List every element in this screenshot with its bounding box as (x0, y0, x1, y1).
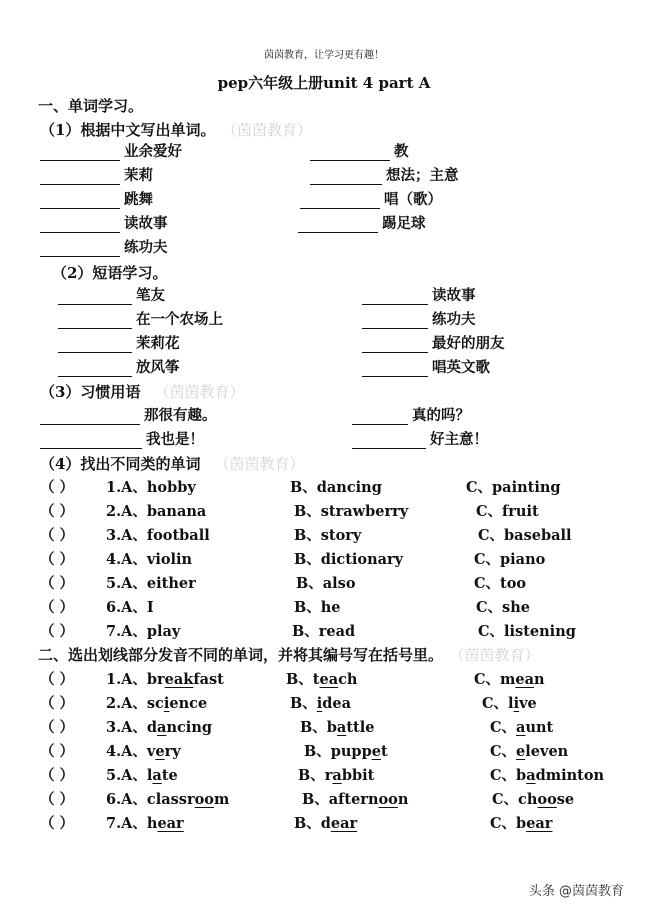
item-number: 2.A、 (106, 695, 147, 712)
answer-blank[interactable] (352, 408, 408, 425)
word-part: ve (519, 695, 537, 712)
item-number: 3.A、 (106, 719, 147, 736)
option-c: C、piano (474, 551, 546, 568)
answer-parens[interactable]: （ ） (40, 503, 75, 520)
option-a (106, 764, 178, 785)
item-number: 7.A、 (106, 815, 147, 832)
part1-item-left (40, 236, 168, 257)
prompt-text: 好主意！ (430, 431, 488, 448)
option-a (106, 740, 181, 761)
option-a: 3.A、football (106, 527, 210, 544)
option-c (490, 812, 552, 833)
part1-item-left (40, 164, 153, 185)
option-b (294, 812, 357, 833)
part3-item-left (40, 428, 204, 449)
part4-heading: （4）找出不同类的单词 （茵茵教育） (40, 455, 305, 473)
answer-blank[interactable] (58, 288, 132, 305)
word-part: B、b (300, 719, 337, 736)
answer-parens[interactable]: （ ） (40, 815, 75, 832)
option-a (106, 788, 229, 809)
option-c: C、baseball (478, 527, 572, 544)
word-part: v (146, 743, 156, 760)
word-part: fast (193, 671, 224, 688)
option-c: C、too (474, 575, 527, 592)
option-c (490, 740, 568, 761)
part1-item-right (300, 188, 442, 209)
prompt-text: 那很有趣。 (144, 407, 217, 424)
answer-parens[interactable]: （ ） (40, 743, 75, 760)
option-a (106, 716, 212, 737)
option-c (490, 764, 604, 785)
prompt-text: 唱英文歌 (432, 359, 490, 376)
word-part: C、l (482, 695, 514, 712)
underlined-letters: i (163, 695, 170, 712)
option-c: C、she (476, 599, 530, 616)
underlined-letters: oo (537, 791, 557, 808)
prompt-text: 想法；主意 (386, 167, 459, 184)
option-b: B、dictionary (294, 551, 404, 568)
word-part: C、m (474, 671, 516, 688)
word-part: bbit (341, 767, 375, 784)
prompt-text: 跳舞 (124, 191, 153, 208)
answer-parens[interactable]: （ ） (40, 719, 75, 736)
option-c: C、painting (466, 479, 561, 496)
underlined-letters: ear (526, 815, 553, 832)
item-number: 6.A、 (106, 791, 147, 808)
word-part: br (146, 671, 165, 688)
word-part: te (161, 767, 178, 784)
prompt-text: 读故事 (432, 287, 476, 304)
part3-item-right (352, 404, 470, 425)
word-part: ttle (346, 719, 375, 736)
part1-item-left (40, 188, 153, 209)
prompt-text: 练功夫 (124, 239, 168, 256)
page-title: pep六年级上册unit 4 part A (217, 74, 431, 92)
word-part: se (556, 791, 575, 808)
option-b (290, 692, 351, 713)
option-c: C、fruit (476, 503, 539, 520)
word-part: n (397, 791, 409, 808)
prompt-text: 茉莉 (124, 167, 153, 184)
answer-blank[interactable] (58, 336, 132, 353)
word-part: l (146, 767, 153, 784)
answer-blank[interactable] (310, 168, 382, 185)
answer-blank[interactable] (362, 336, 428, 353)
option-b: B、also (296, 575, 356, 592)
underlined-letters: a (336, 719, 347, 736)
option-a (106, 812, 184, 833)
underlined-letters: a (152, 767, 162, 784)
underlined-letters: a (157, 719, 167, 736)
answer-blank[interactable] (298, 216, 378, 233)
part3-item-right (352, 428, 488, 449)
part2-item-right (362, 332, 505, 353)
option-c: C、listening (478, 623, 576, 640)
part1-item-right (310, 164, 459, 185)
answer-parens[interactable]: （ ） (40, 791, 75, 808)
prompt-text: 唱（歌） (384, 191, 442, 208)
underlined-letters: a (526, 767, 536, 784)
prompt-text: 放风筝 (136, 359, 180, 376)
section2-heading: 二、选出划线部分发音不同的单词，并将其编号写在括号里。 （茵茵教育） (38, 646, 540, 664)
underlined-letters: ear (157, 815, 184, 832)
option-b (286, 668, 357, 689)
option-a: 1.A、hobby (106, 479, 196, 496)
word-part: leven (525, 743, 569, 760)
answer-blank[interactable] (58, 360, 132, 377)
underlined-letters: oo (194, 791, 214, 808)
word-part: m (213, 791, 230, 808)
word-part: d (146, 719, 158, 736)
prompt-text: 踢足球 (382, 215, 426, 232)
item-number: 5.A、 (106, 767, 147, 784)
answer-parens[interactable]: （ ） (40, 551, 75, 568)
underlined-letters: a (332, 767, 342, 784)
option-a (106, 668, 224, 689)
answer-blank[interactable] (300, 192, 380, 209)
underlined-letters: ea (515, 671, 535, 688)
option-c (490, 716, 553, 737)
answer-parens[interactable]: （ ） (40, 575, 75, 592)
watermark: （茵茵教育） (229, 121, 312, 139)
item-number: 1.A、 (106, 671, 147, 688)
option-b: B、read (292, 623, 356, 640)
answer-blank[interactable] (40, 432, 142, 449)
option-b: B、he (294, 599, 341, 616)
answer-parens[interactable]: （ ） (40, 479, 75, 496)
word-part: sc (146, 695, 164, 712)
underlined-letters: oo (378, 791, 398, 808)
word-part: ence (169, 695, 208, 712)
part3-item-left (40, 404, 217, 425)
underlined-letters: e (155, 743, 165, 760)
answer-parens[interactable]: （ ） (40, 671, 75, 688)
word-part: h (146, 815, 158, 832)
part2-item-left (58, 332, 180, 353)
underlined-letters: a (516, 719, 526, 736)
answer-blank[interactable] (362, 288, 428, 305)
answer-blank[interactable] (362, 360, 428, 377)
part1-item-right (298, 212, 426, 233)
prompt-text: 业余爱好 (124, 143, 182, 160)
part2-item-right (362, 308, 476, 329)
word-part: C、b (490, 815, 527, 832)
option-a: 2.A、banana (106, 503, 207, 520)
option-b (298, 764, 374, 785)
answer-blank[interactable] (40, 144, 120, 161)
word-part: ry (164, 743, 181, 760)
answer-blank[interactable] (40, 168, 120, 185)
underlined-letters: e (371, 743, 381, 760)
option-a: 5.A、either (106, 575, 196, 592)
prompt-text: 真的吗？ (412, 407, 470, 424)
answer-parens[interactable]: （ ） (40, 695, 75, 712)
word-part: C、ch (492, 791, 538, 808)
word-part: classr (146, 791, 195, 808)
option-b (302, 788, 408, 809)
prompt-text: 练功夫 (432, 311, 476, 328)
prompt-text: 最好的朋友 (432, 335, 505, 352)
word-part: C、 (490, 743, 517, 760)
word-part: t (380, 743, 388, 760)
prompt-text: 在一个农场上 (136, 311, 223, 328)
watermark: （茵茵教育） (154, 383, 245, 401)
answer-parens[interactable]: （ ） (40, 527, 75, 544)
part2-item-right (362, 356, 490, 377)
part1-item-left (40, 212, 168, 233)
word-part: unt (525, 719, 554, 736)
watermark: （茵茵教育） (214, 455, 305, 473)
underlined-letters: ea (319, 671, 339, 688)
part2-item-left (58, 308, 223, 329)
option-c (482, 692, 537, 713)
underlined-letters: e (516, 743, 526, 760)
item-number: 4.A、 (106, 743, 147, 760)
option-a: 4.A、violin (106, 551, 193, 568)
answer-blank[interactable] (40, 216, 120, 233)
underlined-letters: i (316, 695, 323, 712)
part2-item-left (58, 284, 165, 305)
word-part: dea (322, 695, 352, 712)
section1-heading: 一、单词学习。 (38, 97, 144, 115)
word-part: B、d (294, 815, 331, 832)
answer-parens[interactable]: （ ） (40, 623, 75, 640)
word-part: B、 (290, 695, 317, 712)
prompt-text: 笔友 (136, 287, 165, 304)
word-part: B、t (286, 671, 320, 688)
watermark: （茵茵教育） (457, 646, 540, 664)
answer-blank[interactable] (310, 144, 390, 161)
answer-parens[interactable]: （ ） (40, 767, 75, 784)
word-part: B、aftern (302, 791, 379, 808)
header-slogan: 茵茵教育，让学习更有趣！ (264, 50, 384, 61)
option-a: 6.A、I (106, 599, 154, 616)
answer-blank[interactable] (58, 312, 132, 329)
option-b: B、dancing (290, 479, 382, 496)
part2-item-right (362, 284, 476, 305)
word-part: n (534, 671, 545, 688)
answer-blank[interactable] (40, 192, 120, 209)
underlined-letters: eak (164, 671, 194, 688)
word-part: dminton (535, 767, 605, 784)
part1-heading: （1）根据中文写出单词。 （茵茵教育） (40, 121, 312, 139)
part1-item-left (40, 140, 182, 161)
option-b (300, 716, 374, 737)
part2-heading: （2）短语学习。 (52, 264, 168, 282)
prompt-text: 茉莉花 (136, 335, 180, 352)
answer-blank[interactable] (362, 312, 428, 329)
part1-item-right (310, 140, 409, 161)
option-b: B、strawberry (294, 503, 409, 520)
prompt-text: 读故事 (124, 215, 168, 232)
word-part: ncing (166, 719, 212, 736)
answer-blank[interactable] (352, 432, 426, 449)
part3-heading: （3）习惯用语 （茵茵教育） (40, 383, 245, 401)
option-b: B、story (294, 527, 362, 544)
prompt-text: 教 (394, 143, 409, 160)
word-part: C、b (490, 767, 527, 784)
underlined-letters: i (513, 695, 520, 712)
part2-item-left (58, 356, 180, 377)
footer-credit: 头条 @茵茵教育 (528, 884, 624, 899)
option-a (106, 692, 207, 713)
underlined-letters: ear (330, 815, 358, 832)
word-part: B、r (298, 767, 333, 784)
answer-parens[interactable]: （ ） (40, 599, 75, 616)
prompt-text: 我也是！ (146, 431, 204, 448)
word-part: ch (338, 671, 358, 688)
option-b (304, 740, 388, 761)
option-a: 7.A、play (106, 623, 181, 640)
answer-blank[interactable] (40, 408, 140, 425)
word-part: C、 (490, 719, 517, 736)
option-c (474, 668, 545, 689)
word-part: B、pupp (304, 743, 372, 760)
answer-blank[interactable] (40, 240, 120, 257)
option-c (492, 788, 574, 809)
